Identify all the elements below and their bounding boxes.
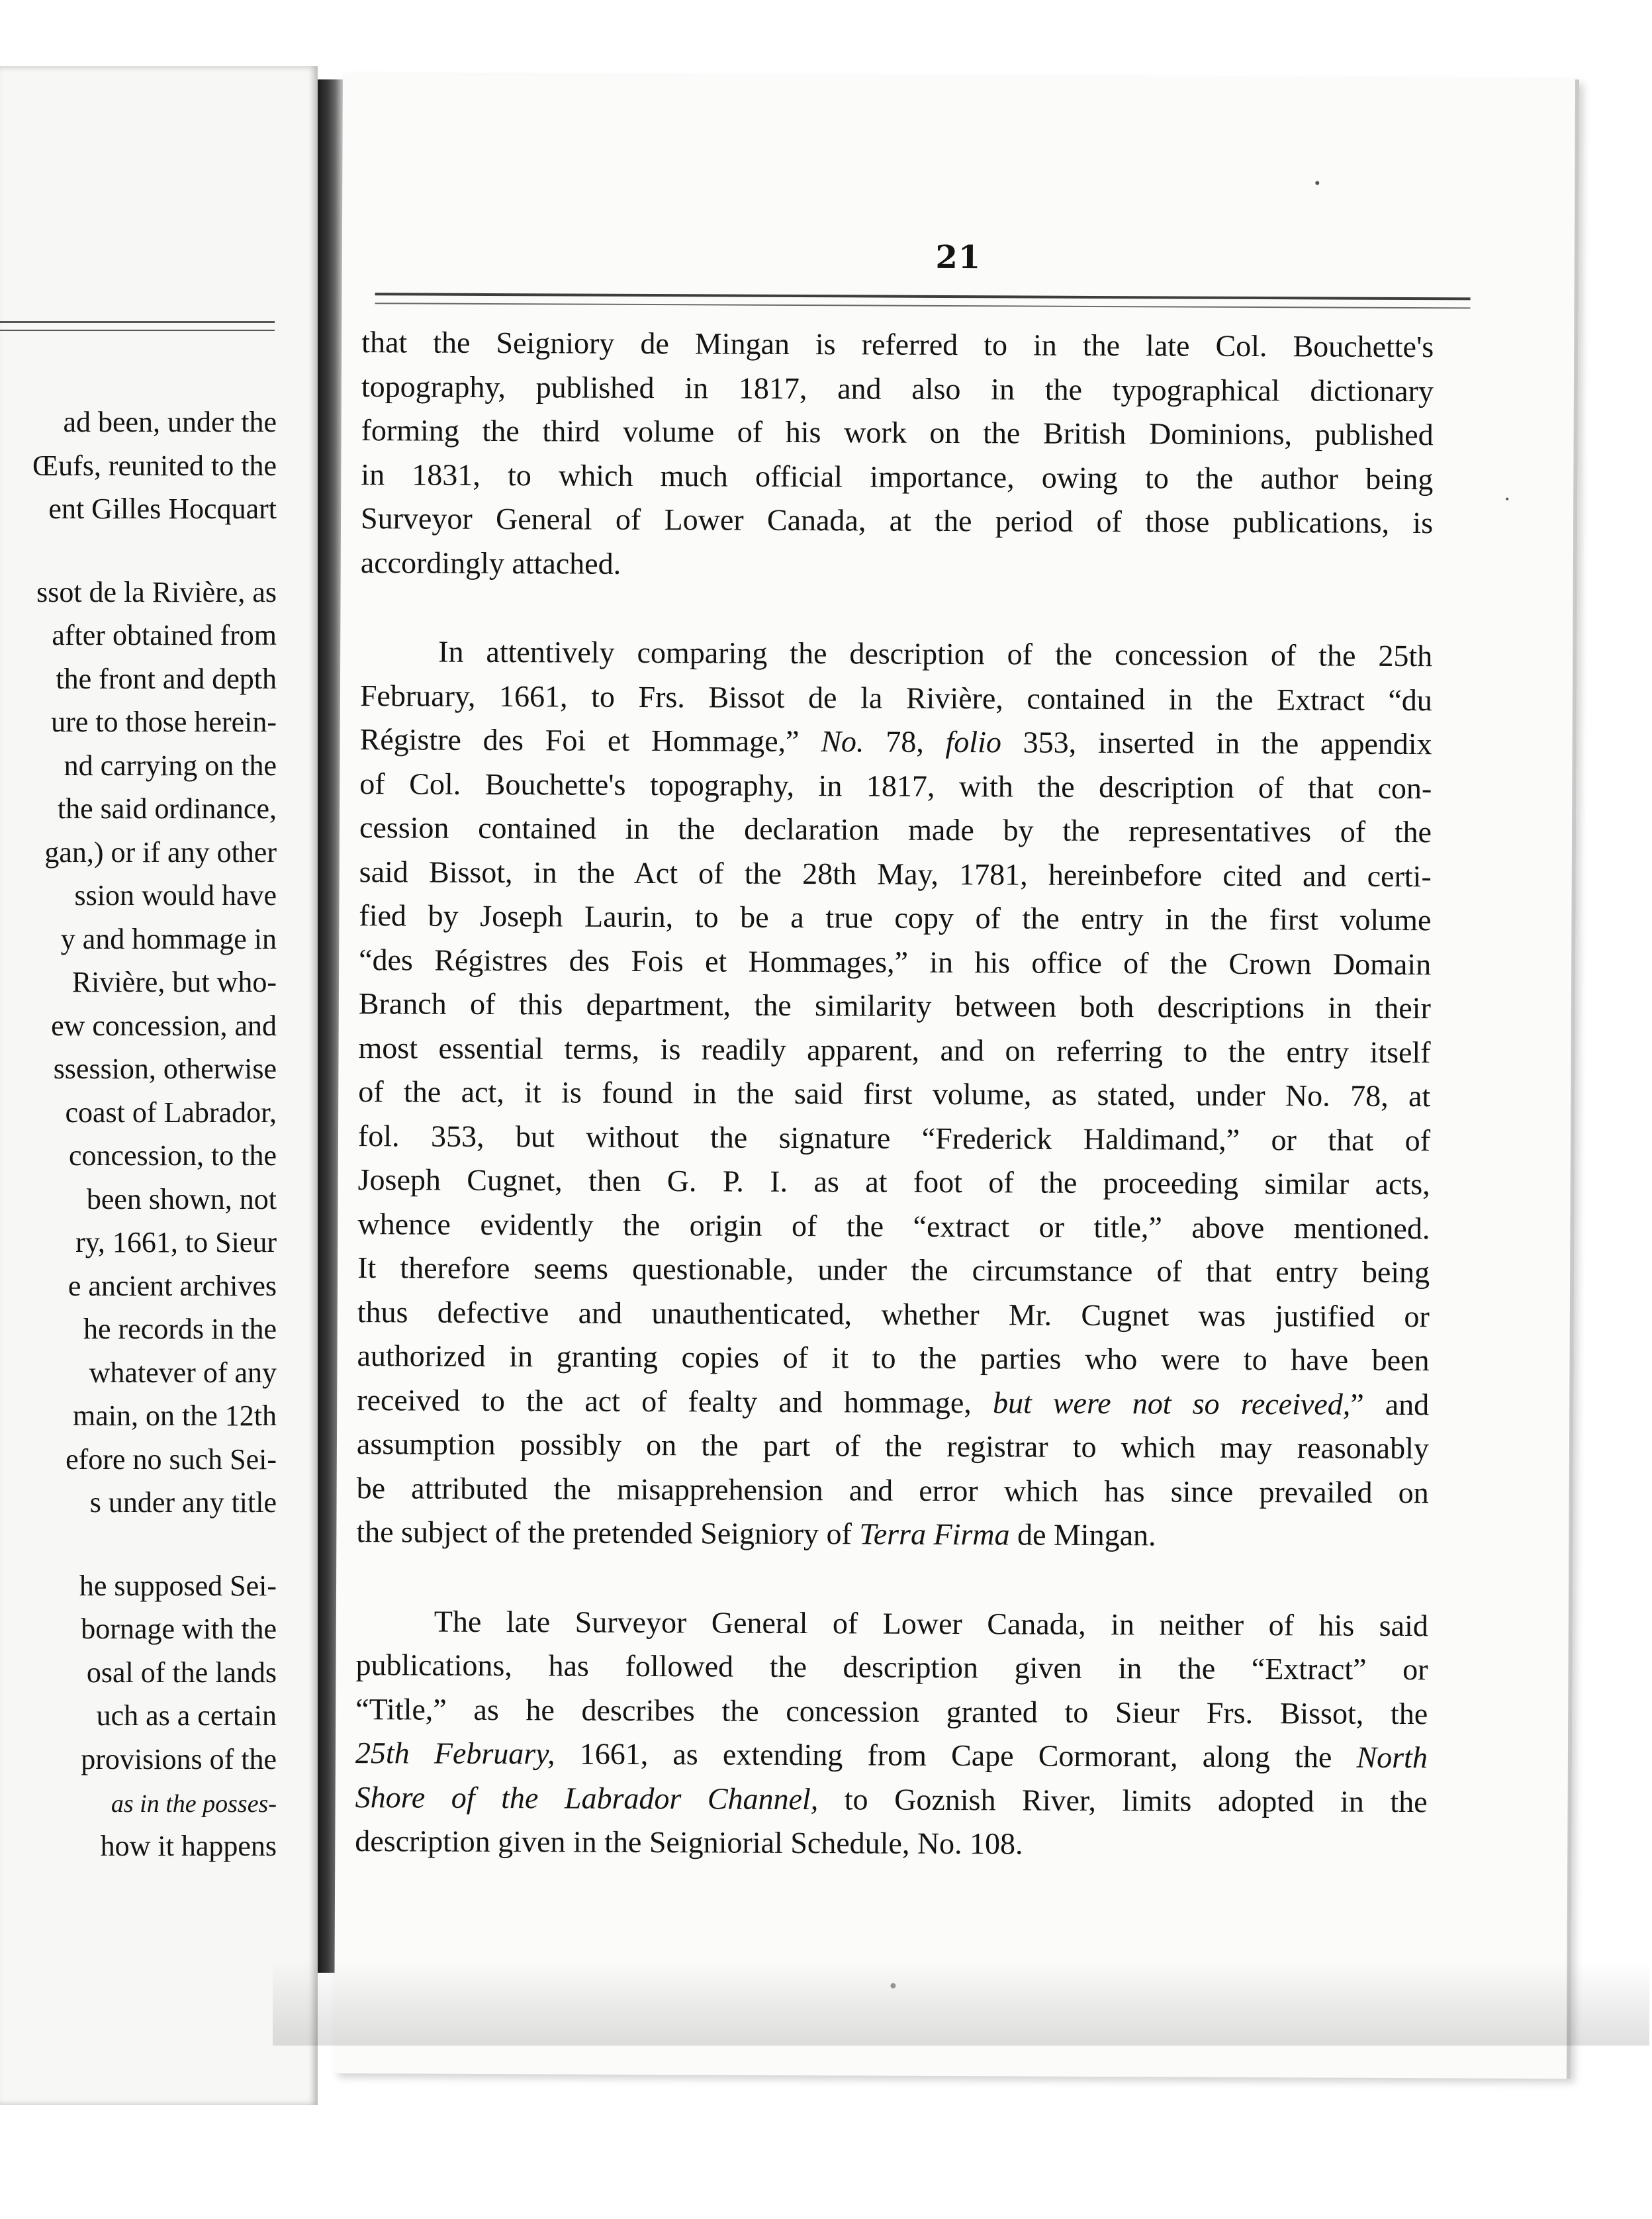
left-line: osal of the lands [86, 1656, 277, 1689]
left-line: ry, 1661, to Sieur [75, 1226, 277, 1258]
header-rule-thin [375, 303, 1470, 308]
paragraph-line [359, 718, 1432, 767]
left-line-gap [0, 531, 277, 571]
text-run: the subject of the pretended Seigniory of [356, 1515, 860, 1551]
left-line: bornage with the [81, 1613, 277, 1645]
left-line: ssession, otherwise [53, 1053, 277, 1085]
left-line: been shown, not [86, 1182, 277, 1215]
left-line: how it happens [100, 1829, 277, 1862]
left-page-header-rule [0, 321, 275, 323]
scan-speck [1506, 498, 1508, 500]
italic-run: Shore of the Labrador Channel, [355, 1779, 819, 1816]
paragraph-gap [356, 1554, 1428, 1604]
left-line-italic [0, 1781, 277, 1824]
italic-run: No. [821, 724, 864, 759]
paragraph-line: in 1831, to which much official importance, owing to the author being [361, 457, 1434, 496]
italic-run: Terra Firma [859, 1517, 1010, 1552]
paragraph-line: Surveyor General of Lower Canada, at the period of those publications, is [360, 501, 1434, 540]
paragraph-line: publications, has followed the description given in the “Extract” or [355, 1648, 1428, 1687]
italic-run: 25th February, [355, 1736, 555, 1771]
paragraph-2 [356, 630, 1432, 1559]
paragraph-line: authorized in granting copies of it to the parties who were to have been [357, 1339, 1430, 1378]
paragraph-line: “Title,” as he describes the concession granted to Sieur Frs. Bissot, the [355, 1691, 1428, 1730]
paragraph-line [355, 1775, 1427, 1824]
paragraph-line: fied by Joseph Laurin, to be a true copy of the entry in the first volume [359, 898, 1432, 937]
left-line-gap [0, 1525, 277, 1564]
italic-run: but were not so received, [992, 1385, 1351, 1421]
left-page-text [0, 401, 277, 1867]
page-number: 21 [935, 238, 982, 277]
left-line: gan,) or if any other [44, 835, 277, 869]
paragraph-line: topography, published in 1817, and also in the typographical dictionary [361, 369, 1434, 408]
paragraph-line: The late Surveyor General of Lower Canada, in neither of his said [434, 1604, 1428, 1642]
paragraph-gap [360, 585, 1432, 634]
left-line: ssot de la Rivière, as [36, 575, 277, 608]
paragraph-line [356, 1510, 1428, 1559]
left-line: whatever of any [89, 1356, 277, 1389]
left-line: coast of Labrador, [65, 1096, 277, 1129]
left-line: y and hommage in [60, 922, 277, 955]
paragraph-line: of Col. Bouchette's topography, in 1817, with the description of that con- [359, 766, 1432, 805]
left-line: Rivière, but who- [71, 966, 277, 998]
paragraph-line: “des Régistres des Fois et Hommages,” in his office of the Crown Domain [359, 942, 1432, 981]
paragraph-line [355, 1731, 1428, 1780]
left-line: e ancient archives [68, 1269, 277, 1302]
paragraph-line: In attentively comparing the description of the concession of the 25th [438, 634, 1433, 673]
paragraph-line: of the act, it is found in the said first volume, as stated, under No. 78, at [358, 1074, 1431, 1113]
left-line-italic-text: as in the posses- [111, 1790, 277, 1818]
header-rule-thick [375, 293, 1471, 300]
italic-run: folio [945, 724, 1002, 759]
left-line: s under any title [89, 1486, 277, 1519]
text-run: ” and [1350, 1387, 1430, 1421]
left-line: ad been, under the [63, 406, 277, 438]
paragraph-line: be attributed the misapprehension and error which has since prevailed on [356, 1470, 1429, 1509]
left-line: he supposed Sei- [79, 1569, 277, 1602]
left-line: main, on the 12th [73, 1399, 277, 1432]
paragraph-line: said Bissot, in the Act of the 28th May, 1781, hereinbefore cited and certi- [359, 854, 1432, 893]
left-line: Œufs, reunited to the [32, 449, 277, 482]
scan-speck [1315, 181, 1319, 185]
paragraph-line: whence evidently the origin of the “extract or title,” above mentioned. [357, 1206, 1430, 1245]
main-page [334, 74, 1579, 2079]
paragraph-line: assumption possibly on the part of the registrar to which may reasonably [356, 1427, 1430, 1466]
left-line: ew concession, and [51, 1009, 277, 1042]
text-run: 78, [864, 724, 946, 759]
left-facing-page [0, 66, 318, 2105]
left-line: ure to those herein- [51, 706, 277, 738]
left-line: ent Gilles Hocquart [48, 493, 277, 525]
italic-run: North [1356, 1740, 1428, 1775]
paragraph-line: cession contained in the declaration made by the representatives of the [359, 810, 1432, 849]
text-run: to Goznish River, limits adopted in the [818, 1781, 1428, 1818]
paragraph-line: forming the third volume of his work on the British Dominions, published [361, 413, 1434, 452]
text-run: de Mingan. [1009, 1517, 1156, 1552]
left-page-header-rule-thin [0, 330, 275, 331]
left-line: nd carrying on the [64, 749, 277, 782]
paragraph-line: accordingly attached. [360, 545, 621, 581]
left-line: after obtained from [52, 619, 277, 651]
paragraph-line: description given in the Seigniorial Schedule, No. 108. [355, 1824, 1023, 1861]
paragraph-line: fol. 353, but without the signature “Frederick Haldimand,” or that of [357, 1118, 1431, 1157]
body-text [355, 320, 1434, 1868]
page-bottom-shadow [273, 1959, 1649, 2046]
left-line: concession, to the [68, 1139, 277, 1172]
left-line: ssion would have [74, 879, 277, 912]
paragraph-line: February, 1661, to Frs. Bissot de la Rivière, contained in the Extract “du [359, 678, 1433, 717]
text-run: 1661, as extending from Cape Cormorant, along the [555, 1736, 1357, 1774]
paragraph-line: Branch of this department, the similarity between both descriptions in their [358, 986, 1431, 1025]
paragraph-line [357, 1378, 1429, 1427]
left-line: provisions of the [81, 1742, 277, 1775]
left-line: the front and depth [56, 662, 277, 695]
text-run: Régistre des Foi et Hommage,” [359, 722, 821, 759]
paragraph-line: most essential terms, is readily apparent, and on referring to the entry itself [358, 1030, 1431, 1069]
paragraph-line: It therefore seems questionable, under the circumstance of that entry being [357, 1251, 1430, 1290]
paragraph-line: thus defective and unauthenticated, whether Mr. Cugnet was justified or [357, 1294, 1430, 1333]
left-line: he records in the [83, 1313, 277, 1345]
left-line: efore no such Sei- [66, 1442, 277, 1476]
text-run: received to the act of fealty and hommage, [357, 1382, 993, 1419]
left-line: the said ordinance, [57, 792, 277, 825]
left-line: uch as a certain [96, 1699, 277, 1732]
paragraph-1 [361, 320, 1434, 589]
text-run: 353, inserted in the appendix [1001, 725, 1432, 761]
paragraph-3 [355, 1599, 1428, 1868]
paragraph-line: Joseph Cugnet, then G. P. I. as at foot of the proceeding similar acts, [357, 1162, 1430, 1202]
paragraph-line: that the Seigniory de Mingan is referred to in the late Col. Bouchette's [361, 325, 1434, 364]
